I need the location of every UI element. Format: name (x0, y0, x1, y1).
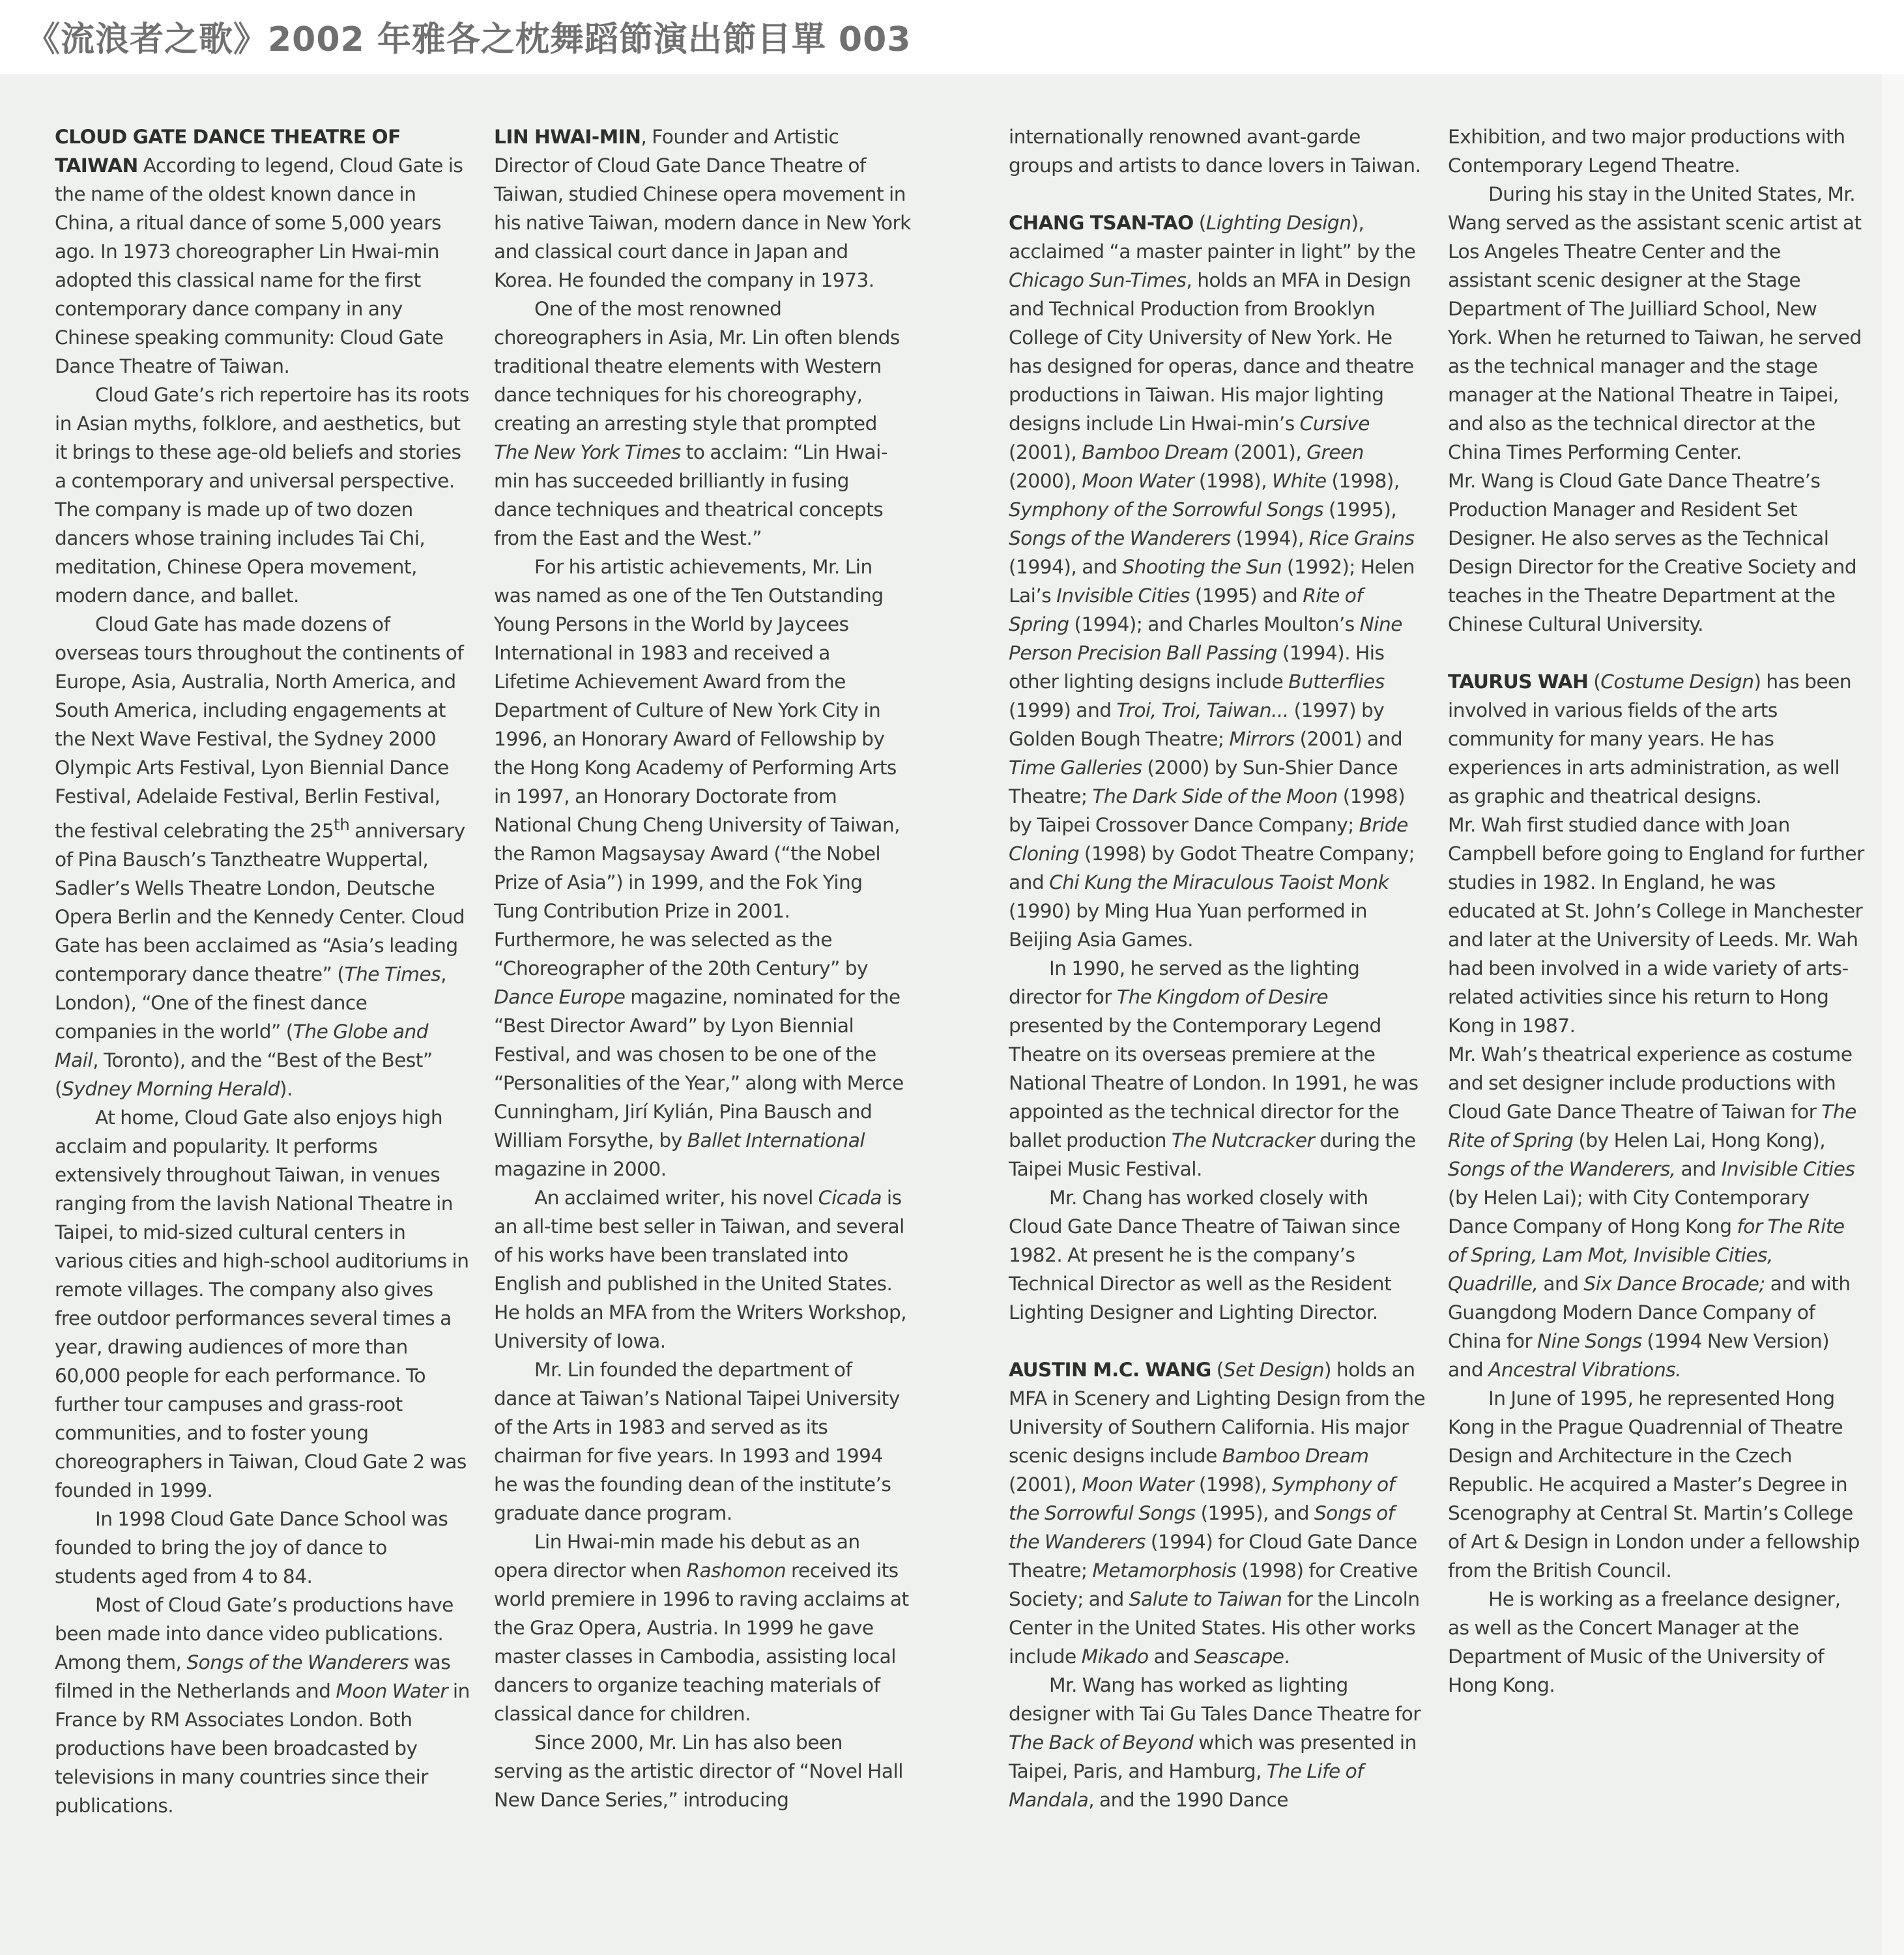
paragraph-text: , Founder and Artistic Director of Cloud Gate Dance Theatre of Taiwan, studied Chinese opera movement in his native Taiwan, modern dance in New York and classical court dance in Japan and Korea. He founded the company in 1973. (494, 126, 911, 291)
text-column-2 (494, 123, 911, 1814)
paragraph (494, 1355, 911, 1528)
paragraph (1009, 1671, 1426, 1814)
paragraph (55, 381, 472, 610)
paragraph (1009, 954, 1426, 1183)
program-page (0, 74, 1904, 1955)
paragraph (55, 1103, 472, 1505)
paragraph (1448, 1384, 1865, 1585)
paragraph-text: (Costume Design) has been involved in various fields of the arts community for many years. He has experiences in arts administration, as well as graphic and theatrical designs. (1448, 671, 1852, 807)
paragraph-text: According to legend, Cloud Gate is the name of the oldest known dance in China, a ritual dance of some 5,000 years ago. In 1973 choreographer Lin Hwai-min adopted this classical name for the first contemporary dance company in any Chinese speaking community: Cloud Gate Dance Theatre of Taiwan. (55, 154, 463, 377)
paragraph-text: In 1998 Cloud Gate Dance School was founded to bring the joy of dance to students aged from 4 to 84. (55, 1507, 448, 1587)
text-column-3 (1009, 123, 1426, 1814)
paragraph (55, 123, 472, 381)
paragraph-text: Cloud Gate’s rich repertoire has its roots in Asian myths, folklore, and aesthetics, but it brings to these age-old beliefs and stories a contemporary and universal perspective. The company is made up of two dozen dancers whose training includes Tai Chi, meditation, Chinese Opera movement, modern dance, and ballet. (55, 384, 469, 607)
program-title: 《流浪者之歌》2002 年雅各之枕舞蹈節演出節目單 003 (26, 20, 912, 59)
paragraph-text: Exhibition, and two major productions with Contemporary Legend Theatre. (1448, 126, 1845, 177)
paragraph-text: (Lighting Design), acclaimed “a master painter in light” by the Chicago Sun-Times, holds an MFA in Design and Technical Production from Brooklyn College of City University of New York. He has designed for operas, dance and theatre productions in Taiwan. His major lighting designs include Lin Hwai-min’s Cursive (2001), Bamboo Dream (2001), Green (2000), Moon Water (1998), White (1998), Symphony of the Sorrowful Songs (1995), Songs of the Wanderers (1994), Rice Grains (1994), and Shooting the Sun (1992); Helen Lai’s Invisible Cities (1995) and Rite of Spring (1994); and Charles Moulton’s Nine Person Precision Ball Passing (1994). His other lighting designs include Butterflies (1999) and Troi, Troi, Taiwan... (1997) by Golden Bough Theatre; Mirrors (2001) and Time Galleries (2000) by Sun-Shier Dance Theatre; The Dark Side of the Moon (1998) by Taipei Crossover Dance Company; Bride Cloning (1998) by Godot Theatre Company; and Chi Kung the Miraculous Taoist Monk (1990) by Ming Hua Yuan performed in Beijing Asia Games. (1009, 212, 1416, 951)
paragraph (1448, 123, 1865, 180)
paragraph (1009, 1183, 1426, 1327)
page-edge (1882, 74, 1904, 1955)
page-header (0, 0, 1904, 73)
bio-heading: AUSTIN M.C. WANG (1009, 1359, 1211, 1381)
paragraph (1009, 123, 1426, 180)
paragraph (494, 553, 911, 1183)
bio-heading: LIN HWAI-MIN (494, 126, 641, 148)
text-column-1 (55, 123, 472, 1820)
bio-heading: CLOUD GATE DANCE THEATRE OF TAIWAN (55, 126, 401, 177)
paragraph (1448, 1040, 1865, 1384)
paragraph (494, 1728, 911, 1814)
paragraph (1448, 667, 1865, 811)
paragraph (55, 1505, 472, 1591)
bio-heading: CHANG TSAN-TAO (1009, 212, 1194, 234)
paragraph-text: Mr. Wang has worked as lighting designer with Tai Gu Tales Dance Theatre for The Back of Beyond which was presented in Taipei, Paris, and Hamburg, The Life of Mandala, and the 1990 Dance (1009, 1674, 1421, 1811)
paragraph (1009, 1355, 1426, 1671)
paragraph (1448, 467, 1865, 639)
paragraph-text: Mr. Wah’s theatrical experience as costume and set designer include productions with Cloud Gate Dance Theatre of Taiwan for The Rite of Spring (by Helen Lai, Hong Kong), Songs of the Wanderers, and Invisible Cities (by Helen Lai); with City Contemporary Dance Company of Hong Kong for The Rite of Spring, Lam Mot, Invisible Cities, Quadrille, and Six Dance Brocade; and with Guangdong Modern Dance Company of China for Nine Songs (1994 New Version) and Ancestral Vibrations. (1448, 1043, 1856, 1381)
paragraph (1009, 209, 1426, 954)
paragraph (55, 610, 472, 1103)
paragraph-text: Most of Cloud Gate’s productions have been made into dance video publications. Among them, Songs of the Wanderers was filmed in the Netherlands and Moon Water in France by RM Associates London. Both productions have been broadcasted by televisions in many countries since their publications. (55, 1593, 470, 1817)
paragraph (494, 1528, 911, 1728)
paragraph-text: At home, Cloud Gate also enjoys high acclaim and popularity. It performs extensively throughout Taiwan, in venues ranging from the lavish National Theatre in Taipei, to mid-sized cultural centers in various cities and high-school auditoriums in remote villages. The company also gives free outdoor performances several times a year, drawing audiences of more than 60,000 people for each performance. To further tour campuses and grass-root communities, and to foster young choreographers in Taiwan, Cloud Gate 2 was founded in 1999. (55, 1106, 469, 1501)
paragraph-text: In June of 1995, he represented Hong Kong in the Prague Quadrennial of Theatre Design and Architecture in the Czech Republic. He acquired a Master’s Degree in Scenography at Central St. Martin’s College of Art & Design in London under a fellowship from the British Council. (1448, 1387, 1860, 1582)
paragraph (1448, 811, 1865, 1040)
paragraph-text: Mr. Lin founded the department of dance at Taiwan’s National Taipei University of the Arts in 1983 and served as its chairman for five years. In 1993 and 1994 he was the founding dean of the institute’s graduate dance program. (494, 1359, 900, 1524)
paragraph-text: Mr. Wah first studied dance with Joan Campbell before going to England for further studies in 1982. In England, he was educated at St. John’s College in Manchester and later at the University of Leeds. Mr. Wah had been involved in a wide variety of arts-related activities since his return to Hong Kong in 1987. (1448, 814, 1864, 1037)
paragraph-text: Mr. Chang has worked closely with Cloud Gate Dance Theatre of Taiwan since 1982. At present he is the company’s Technical Director as well as the Resident Lighting Designer and Lighting Director. (1009, 1187, 1400, 1324)
paragraph-text: Cloud Gate has made dozens of overseas tours throughout the continents of Europe, Asia, Australia, North America, and South America, including engagements at the Next Wave Festival, the Sydney 2000 Olympic Arts Festival, Lyon Biennial Dance Festival, Adelaide Festival, Berlin Festival, the festival celebrating the 25th anniversary of Pina Bausch’s Tanztheatre Wuppertal, Sadler’s Wells Theatre London, Deutsche Opera Berlin and the Kennedy Center. Cloud Gate has been acclaimed as “Asia’s leading contemporary dance theatre” (The Times, London), “One of the finest dance companies in the world” (The Globe and Mail, Toronto), and the “Best of the Best” (Sydney Morning Herald). (55, 613, 465, 1100)
paragraph (494, 123, 911, 295)
paragraph (1448, 1585, 1865, 1700)
paragraph-text: (Set Design) holds an MFA in Scenery and Lighting Design from the University of Southern California. His major scenic designs include Bamboo Dream (2001), Moon Water (1998), Symphony of the Sorrowful Songs (1995), and Songs of the Wanderers (1994) for Cloud Gate Dance Theatre; Metamorphosis (1998) for Creative Society; and Salute to Taiwan for the Lincoln Center in the United States. His other works include Mikado and Seascape. (1009, 1359, 1426, 1668)
paragraph (494, 1183, 911, 1355)
paragraph (55, 1591, 472, 1820)
paragraph-text: In 1990, he served as the lighting director for The Kingdom of Desire presented by the Contemporary Legend Theatre on its overseas premiere at the National Theatre of London. In 1991, he was appointed as the technical director for the ballet production The Nutcracker during the Taipei Music Festival. (1009, 957, 1419, 1180)
paragraph-text: During his stay in the United States, Mr. Wang served as the assistant scenic artist at Los Angeles Theatre Center and the assistant scenic designer at the Stage Department of The Juilliard School, New York. When he returned to Taiwan, he served as the technical manager and the stage manager at the National Theatre in Taipei, and also as the technical director at the China Times Performing Center. (1448, 183, 1862, 463)
paragraph-text: Mr. Wang is Cloud Gate Dance Theatre’s Production Manager and Resident Set Designer. He also serves as the Technical Design Director for the Creative Society and teaches in the Theatre Department at the Chinese Cultural University. (1448, 470, 1857, 635)
paragraph-text: Lin Hwai-min made his debut as an opera director when Rashomon received its world premiere in 1996 to raving acclaims at the Graz Opera, Austria. In 1999 he gave master classes in Cambodia, assisting local dancers to organize teaching materials of classical dance for children. (494, 1531, 909, 1725)
paragraph (494, 295, 911, 553)
bio-heading: TAURUS WAH (1448, 671, 1589, 693)
paragraph-text: He is working as a freelance designer, as well as the Concert Manager at the Department of Music of the University of Hong Kong. (1448, 1588, 1841, 1696)
paragraph-text: Since 2000, Mr. Lin has also been serving as the artistic director of “Novel Hall New Dance Series,” introducing (494, 1731, 903, 1811)
text-column-4 (1448, 123, 1865, 1700)
paragraph (1448, 180, 1865, 467)
paragraph-text: One of the most renowned choreographers in Asia, Mr. Lin often blends traditional theatre elements with Western dance techniques for his choreography, creating an arresting style that prompted The New York Times to acclaim: “Lin Hwai-min has succeeded brilliantly in fusing dance techniques and theatrical concepts from the East and the West.” (494, 298, 900, 549)
paragraph-text: An acclaimed writer, his novel Cicada is an all-time best seller in Taiwan, and several of his works have been translated into English and published in the United States. He holds an MFA from the Writers Workshop, University of Iowa. (494, 1187, 907, 1352)
paragraph-text: internationally renowned avant-garde groups and artists to dance lovers in Taiwan. (1009, 126, 1421, 177)
paragraph-text: For his artistic achievements, Mr. Lin was named as one of the Ten Outstanding Young Persons in the World by Jaycees International in 1983 and received a Lifetime Achievement Award from the Department of Culture of New York City in 1996, an Honorary Award of Fellowship by the Hong Kong Academy of Performing Arts in 1997, an Honorary Doctorate from National Chung Cheng University of Taiwan, the Ramon Magsaysay Award (“the Nobel Prize of Asia”) in 1999, and the Fok Ying Tung Contribution Prize in 2001. Furthermore, he was selected as the “Choreographer of the 20th Century” by Dance Europe magazine, nominated for the “Best Director Award” by Lyon Biennial Festival, and was chosen to be one of the “Personalities of the Year,” along with Merce Cunningham, Jirí Kylián, Pina Bausch and William Forsythe, by Ballet International magazine in 2000. (494, 556, 904, 1180)
